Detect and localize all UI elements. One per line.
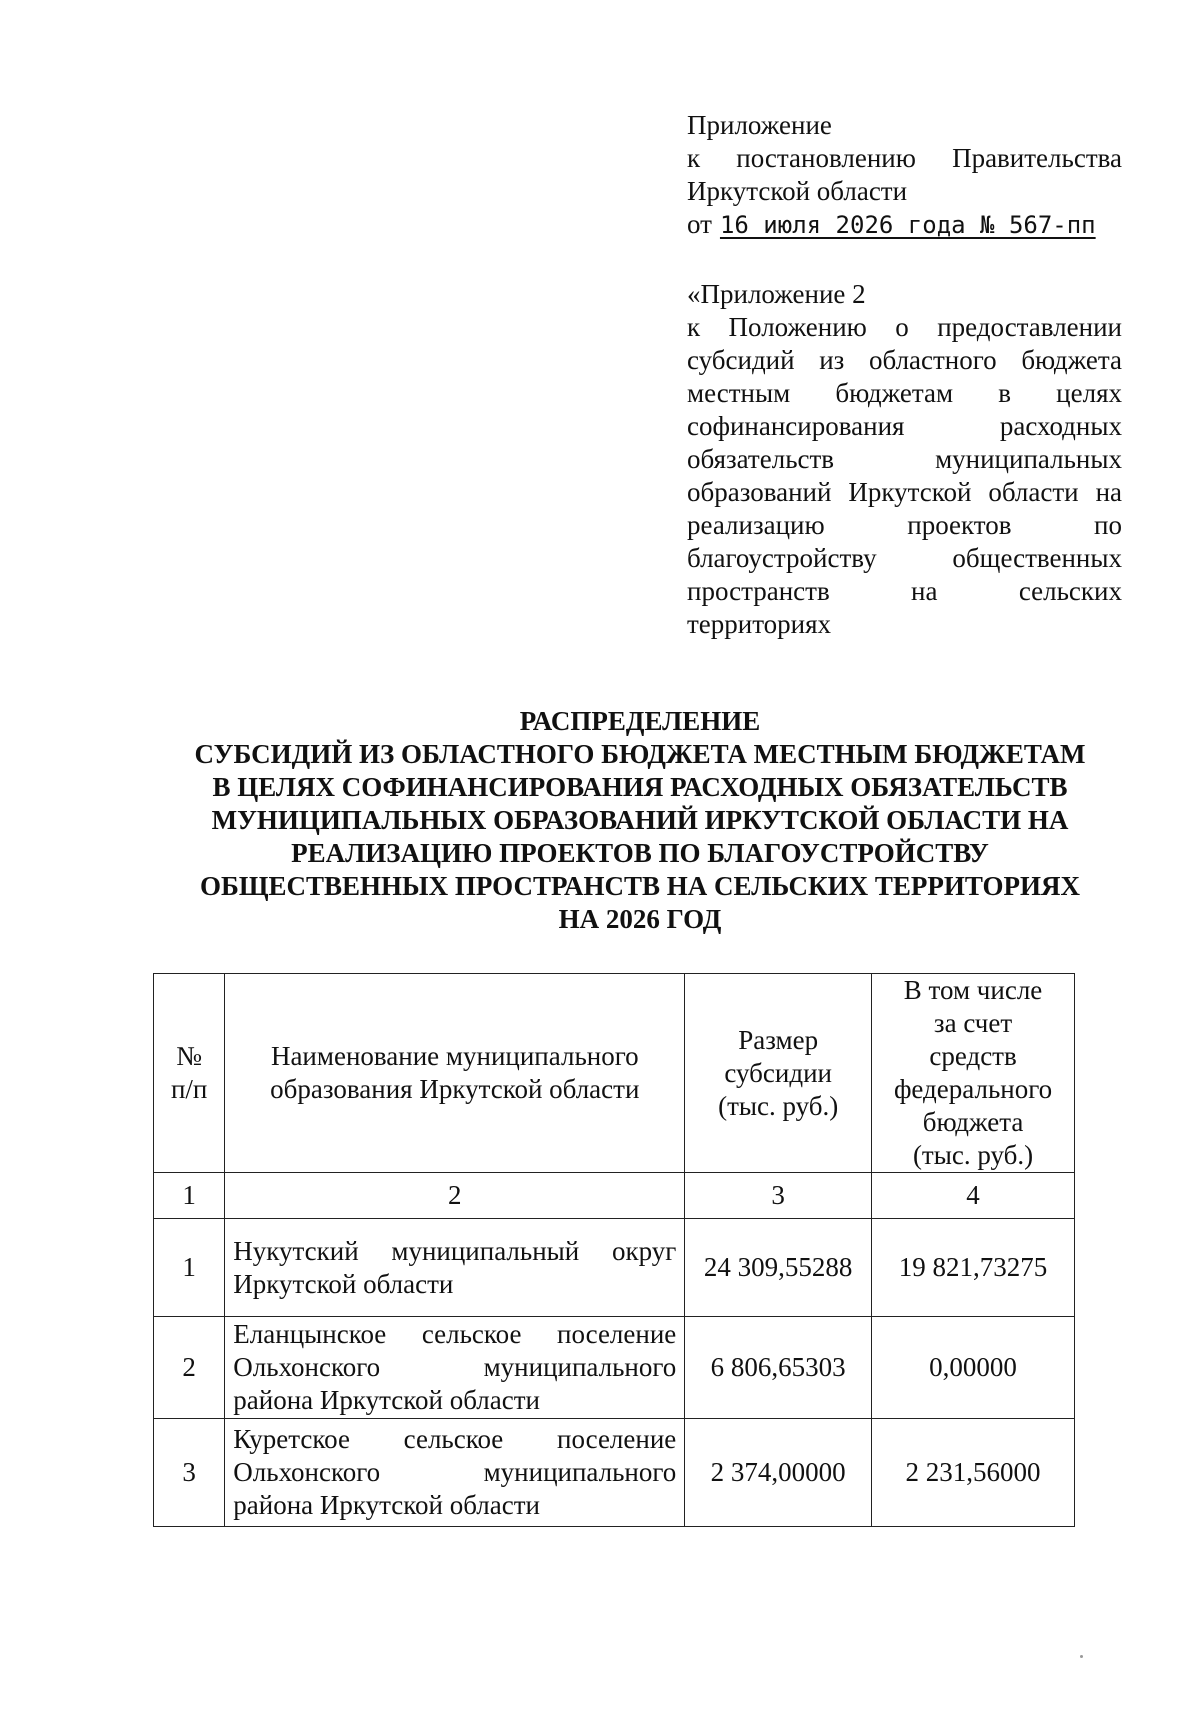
header-federal-line-5: бюджета <box>922 1107 1024 1137</box>
appendix2-line-8: реализацию проектов по <box>687 510 1122 540</box>
title-line-5: РЕАЛИЗАЦИЮ ПРОЕКТОВ ПО БЛАГОУСТРОЙСТВУ <box>291 838 989 868</box>
municipality-name <box>225 1219 685 1317</box>
header-number-sign: № <box>176 1041 203 1071</box>
document-title <box>120 705 1160 936</box>
table-row <box>154 1219 1075 1317</box>
municipality-name <box>225 1317 685 1419</box>
municipality-name-line: Нукутский муниципальный округ <box>233 1235 677 1266</box>
date-value: 16 июля 2026 года № 567-пп <box>719 211 1096 239</box>
table-row <box>154 1317 1075 1419</box>
header-federal-line-6: (тыс. руб.) <box>912 1140 1034 1170</box>
federal-amount: 2 231,56000 <box>872 1419 1075 1527</box>
title-line-4: МУНИЦИПАЛЬНЫХ ОБРАЗОВАНИЙ ИРКУТСКОЙ ОБЛАСТИ НА <box>211 805 1069 835</box>
appendix-label: Приложение <box>687 110 832 140</box>
appendix2-label: «Приложение 2 <box>687 279 866 309</box>
row-number: 3 <box>154 1419 225 1527</box>
column-number: 2 <box>225 1173 685 1219</box>
municipality-name-line: района Иркутской области <box>233 1385 540 1415</box>
column-number-row <box>154 1173 1075 1219</box>
appendix2-line-6: обязательств муниципальных <box>687 444 1122 474</box>
appendix2-line-11: территориях <box>687 609 832 639</box>
municipality-name-line: района Иркутской области <box>233 1490 540 1520</box>
municipality-name-line: Куретское сельское поселение <box>233 1424 677 1454</box>
header-subsidy-line-3: (тыс. руб.) <box>718 1090 839 1121</box>
municipality-name-line: Ольхонского муниципального <box>233 1352 677 1382</box>
header-federal-line-2: за счет <box>933 1008 1013 1038</box>
appendix-date-line <box>687 208 1122 242</box>
row-number: 2 <box>154 1317 225 1419</box>
title-line-7: НА 2026 ГОД <box>558 904 722 934</box>
header-number <box>154 974 225 1173</box>
appendix2-line-10: пространств на сельских <box>687 576 1122 606</box>
subsidy-amount: 6 806,65303 <box>685 1317 872 1419</box>
distribution-table <box>153 973 1075 1527</box>
header-federal <box>872 974 1075 1173</box>
federal-amount: 0,00000 <box>872 1317 1075 1419</box>
header-name-line-1: Наименование муниципального <box>270 1041 639 1071</box>
appendix2-header <box>687 278 1122 641</box>
subsidy-amount: 24 309,55288 <box>685 1219 872 1317</box>
subsidy-amount: 2 374,00000 <box>685 1419 872 1527</box>
appendix2-line-2: к Положению о предоставлении <box>687 312 1122 342</box>
title-line-6: ОБЩЕСТВЕННЫХ ПРОСТРАНСТВ НА СЕЛЬСКИХ ТЕРРИТОРИЯХ <box>200 871 1080 901</box>
column-number: 1 <box>154 1173 225 1219</box>
appendix2-line-3: субсидий из областного бюджета <box>687 345 1122 375</box>
header-subsidy <box>685 974 872 1173</box>
title-line-3: В ЦЕЛЯХ СОФИНАНСИРОВАНИЯ РАСХОДНЫХ ОБЯЗАТЕЛЬСТВ <box>212 772 1068 802</box>
federal-amount: 19 821,73275 <box>872 1219 1075 1317</box>
date-prefix: от <box>687 209 712 239</box>
municipality-name-line: Еланцынское сельское поселение <box>233 1319 677 1349</box>
table-row <box>154 1419 1075 1527</box>
column-number: 4 <box>872 1173 1075 1219</box>
header-federal-line-4: федерального <box>893 1074 1053 1104</box>
header-federal-line-1: В том числе <box>903 975 1043 1005</box>
appendix2-line-4: местным бюджетам в целях <box>687 378 1122 408</box>
header-federal-line-3: средств <box>929 1041 1017 1071</box>
header-name <box>225 974 685 1173</box>
appendix-header <box>687 109 1122 242</box>
appendix-region-line: Иркутской области <box>687 176 908 206</box>
header-subsidy-line-1: Размер <box>738 1024 819 1055</box>
column-number: 3 <box>685 1173 872 1219</box>
header-name-line-2: образования Иркутской области <box>270 1074 640 1104</box>
title-line-2: СУБСИДИЙ ИЗ ОБЛАСТНОГО БЮДЖЕТА МЕСТНЫМ БЮДЖЕТАМ <box>194 739 1086 769</box>
appendix-resolution-line: к постановлению Правительства <box>687 143 1122 173</box>
table-header-row <box>154 974 1075 1173</box>
header-number-abbr: п/п <box>170 1074 208 1104</box>
appendix2-line-5: софинансирования расходных <box>687 411 1122 441</box>
municipality-name <box>225 1419 685 1527</box>
title-line-1: РАСПРЕДЕЛЕНИЕ <box>519 706 761 736</box>
municipality-name-line: Иркутской области <box>233 1268 454 1299</box>
row-number: 1 <box>154 1219 225 1317</box>
appendix2-line-7: образований Иркутской области на <box>687 477 1122 507</box>
municipality-name-line: Ольхонского муниципального <box>233 1457 677 1487</box>
appendix2-line-9: благоустройству общественных <box>687 543 1122 573</box>
scan-speck <box>1080 1655 1083 1658</box>
header-subsidy-line-2: субсидии <box>724 1057 832 1088</box>
